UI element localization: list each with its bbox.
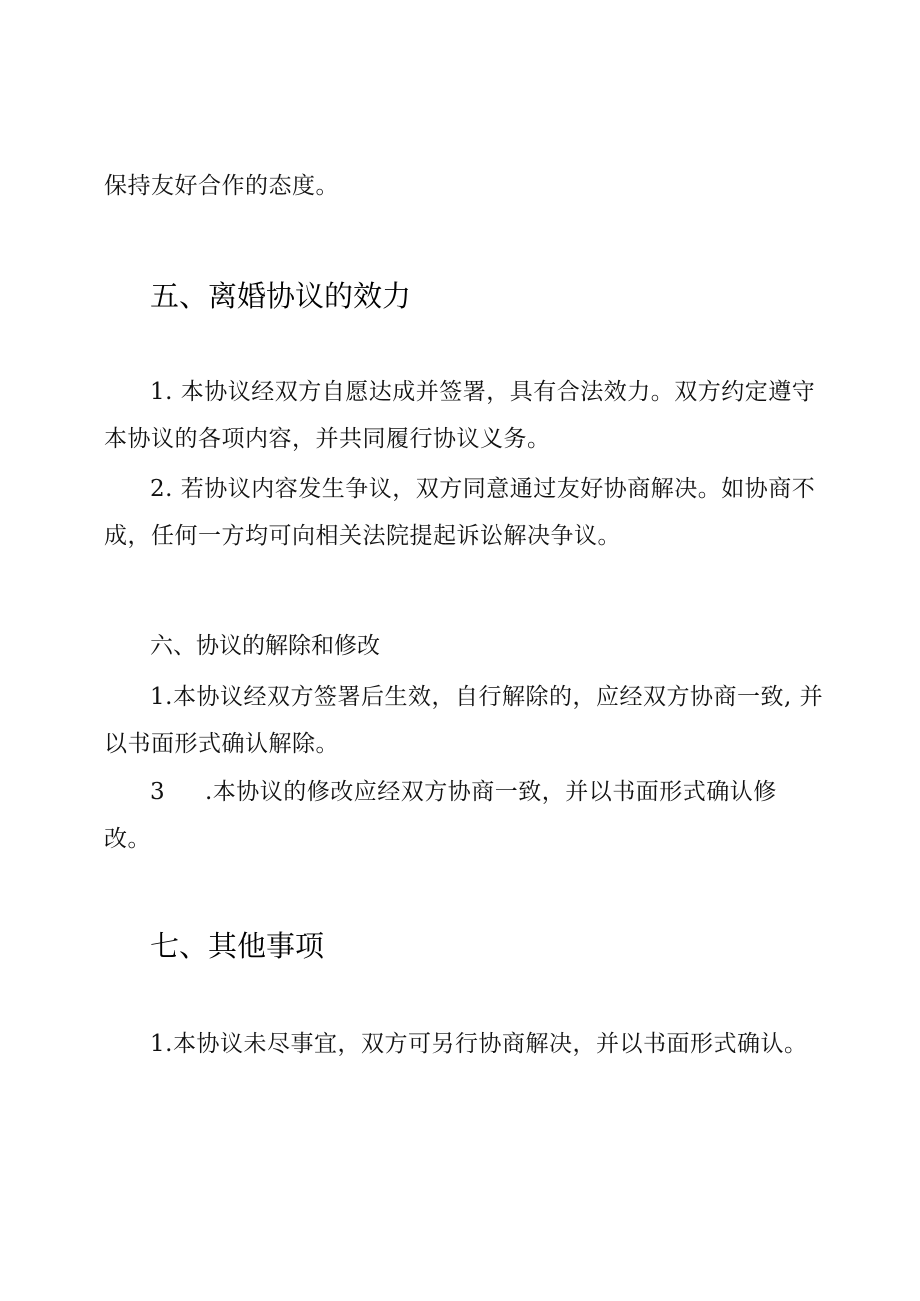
section-6-heading: 六、协议的解除和修改 [150,633,380,659]
section-5-item-2-line-1 [150,474,815,504]
section-5-item-1-line-2: 本协议的各项内容，并共同履行协议义务。 [104,426,551,452]
section-5-item-2-text: . 若协议内容发生争议，双方同意通过友好协商解决。如协商不 [165,476,816,502]
section-6-item-2-line-1 [150,777,777,807]
section-6-item-2-number: 3 [150,779,166,805]
section-7-item-1-text: .本协议未尽事宜，双方可另行协商解决，并以书面形式确认。 [165,1031,808,1057]
section-6-item-2-text: .本协议的修改应经双方协商一致，并以书面形式确认修 [205,779,777,805]
section-5-item-2-number: 2 [150,476,166,502]
section-7-item-1-number: 1 [150,1031,166,1057]
section-5-item-1-text: . 本协议经双方自愿达成并签署，具有合法效力。双方约定遵守 [165,379,816,405]
section-5-item-1-line-1 [150,377,815,407]
section-5-heading: 五、离婚协议的效力 [150,279,412,313]
section-6-item-1-line-1 [150,682,823,712]
continuation-text: 保持友好合作的态度。 [104,173,339,199]
section-6-item-1-line-2: 以书面形式确认解除。 [104,731,339,757]
section-7-heading: 七、其他事项 [150,929,325,963]
section-5-item-1-number: 1 [150,379,166,405]
section-5-item-2-line-2: 成，任何一方均可向相关法院提起诉讼解决争议。 [104,523,621,549]
section-7-item-1-line-1 [150,1029,807,1059]
section-6-item-2-line-2: 改。 [104,826,151,852]
section-6-item-1-number: 1. [150,684,173,710]
section-6-item-1-text: 本协议经双方签署后生效，自行解除的，应经双方协商一致, 并 [172,684,824,710]
